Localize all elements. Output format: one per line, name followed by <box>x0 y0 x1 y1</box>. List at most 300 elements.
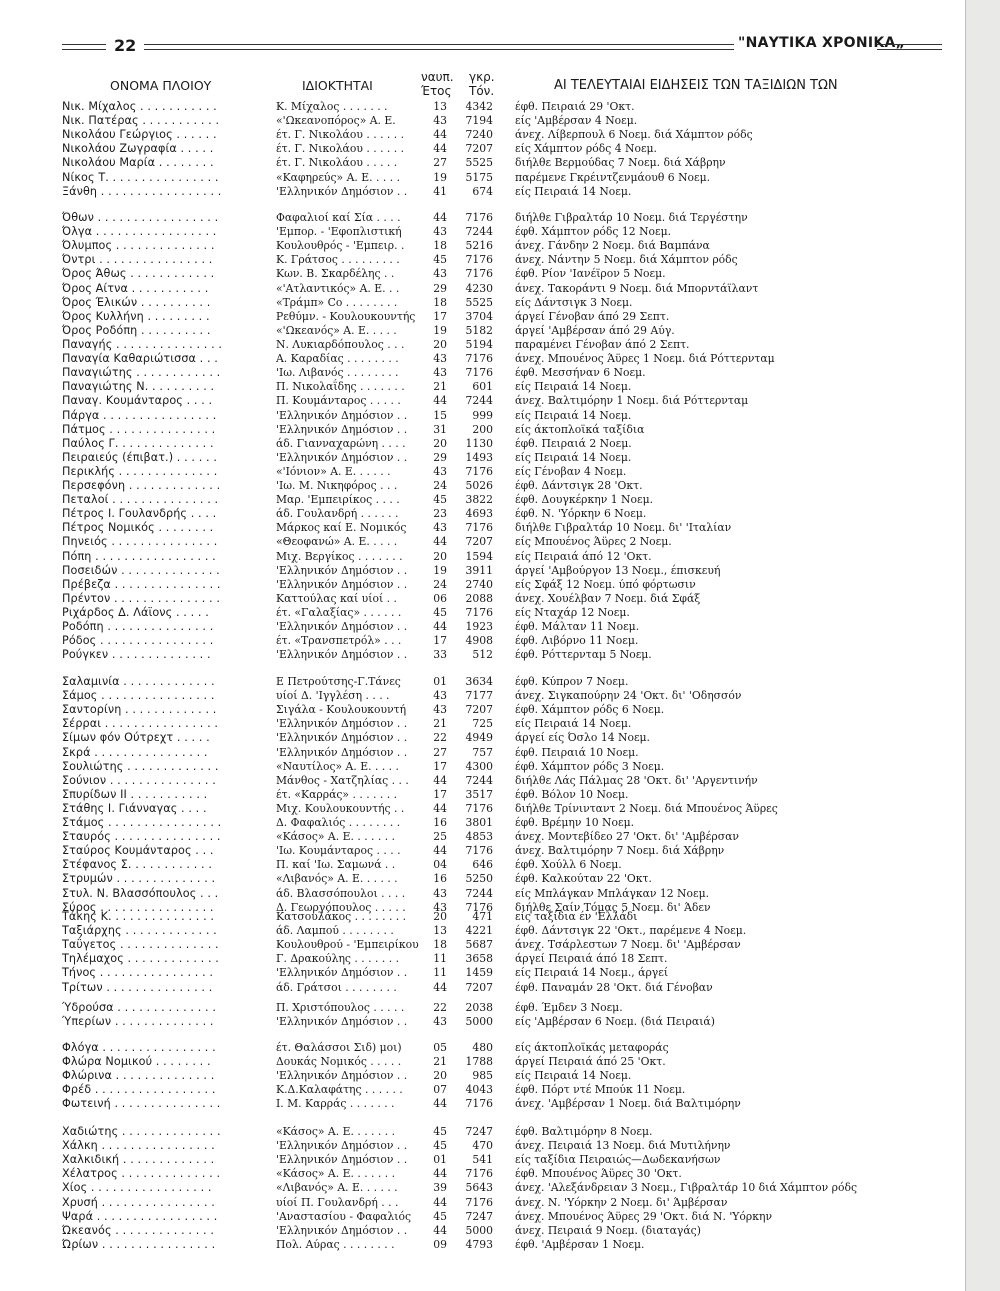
table-row <box>0 170 960 185</box>
voyage-news: είς ταξίδια Πειραιώς—Δωδεκανήσων <box>515 1153 721 1167</box>
build-year: 44 <box>433 801 447 815</box>
gross-tons: 3517 <box>465 787 493 801</box>
table-row <box>0 127 960 142</box>
ship-name: Περσεφόνη . . . . . . . . . . . . . <box>62 479 221 492</box>
build-year: 20 <box>433 338 447 351</box>
build-year: 17 <box>433 309 447 323</box>
table-row <box>0 1068 960 1083</box>
gross-tons: 7176 <box>465 211 493 224</box>
table-row <box>0 351 960 366</box>
ship-owner: Μάνθος - Χατζηλίας . . . <box>276 773 409 787</box>
ship-name: Νίκος Τ. . . . . . . . . . . . . . . . <box>62 170 219 184</box>
gross-tons: 1594 <box>465 549 493 563</box>
ship-owner: 'Ελληνικόν Δημόσιον . . <box>276 648 408 662</box>
ship-owner: Κ.Δ.Καλαφάτης . . . . . . <box>276 1083 403 1097</box>
ship-owner: Μιχ. Κουλουκουντής . . <box>276 801 405 815</box>
table-row <box>0 980 960 995</box>
build-year: 20 <box>433 549 447 563</box>
voyage-news: είς 'Αμβέρσαν 4 Νοεμ. <box>515 114 638 128</box>
table-row <box>0 871 960 886</box>
ship-name: Χρυσή . . . . . . . . . . . . . . . . <box>62 1195 215 1209</box>
ship-owner: Κουλουθρός - 'Εμπειρ. . <box>276 239 405 253</box>
table-row <box>0 379 960 394</box>
build-year: 43 <box>433 352 447 366</box>
table-row <box>0 99 960 114</box>
ship-owner: έτ. Θαλάσσοι Σιδ) μοι) <box>276 1041 402 1054</box>
voyage-news: είς Δάντσιγκ 3 Νοεμ. <box>515 295 633 309</box>
table-row <box>0 745 960 760</box>
voyage-news: έφθ. Έμδεν 3 Νοεμ. <box>515 1001 623 1014</box>
gross-tons: 4230 <box>465 281 493 295</box>
publication-title: "ΝΑΥΤΙΚΑ ΧΡΟΝΙΚΑ„ <box>738 35 906 51</box>
ship-owner: 'Ελληνικόν Δημόσιον . . <box>276 1139 408 1153</box>
voyage-news: έφθ. Ρόττερνταμ 5 Νοεμ. <box>515 648 652 662</box>
ship-name: Σουλιώτης . . . . . . . . . . . . . <box>62 759 219 773</box>
table-row <box>0 1237 960 1252</box>
gross-tons: 5182 <box>465 323 493 337</box>
voyage-news: είς Πειραιά 14 Νοεμ. <box>515 1069 632 1083</box>
page-header <box>62 34 942 60</box>
voyage-news: έφθ. Δάντσιγκ 28 'Οκτ. <box>515 479 643 492</box>
ship-owner: Κατσουλάκος . . . . . . . . <box>276 910 407 923</box>
table-row <box>0 520 960 535</box>
ship-owner: 'Ιω. Μ. Νικηφόρος . . . <box>276 479 398 492</box>
ship-name: Στέφανος Σ. . . . . . . . . . . . <box>62 858 212 872</box>
gross-tons: 7176 <box>465 801 493 815</box>
build-year: 43 <box>433 267 447 281</box>
voyage-news: έφθ. Χάμπτον ρόδς 3 Νοεμ. <box>515 759 665 773</box>
ship-owner: 'Ελληνικόν Δημόσιον . . <box>276 408 408 422</box>
ship-name: Νικολάου Μαρία . . . . . . . . <box>62 156 214 170</box>
voyage-news: είς Πειραιά άπό 12 'Οκτ. <box>515 549 652 563</box>
ship-owner: Κων. Β. Σκαρδέλης . . <box>276 267 395 281</box>
table-row <box>0 422 960 437</box>
table-row <box>0 295 960 310</box>
table-row <box>0 688 960 703</box>
column-header-ship-name: ΟΝΟΜΑ ΠΛΟΙΟΥ <box>110 78 212 93</box>
voyage-news: έφθ. Μπουένος Άϋρες 30 'Οκτ. <box>515 1167 682 1181</box>
voyage-news: διήλθε Σαίν Τόμας 5 Νοεμ. δι' Άδεν <box>515 900 711 914</box>
ship-name: Νικολάου Ζωγραφία . . . . . <box>62 142 214 156</box>
gross-tons: 4908 <box>465 634 493 648</box>
build-year: 43 <box>433 225 447 239</box>
table-row <box>0 937 960 952</box>
ship-name: Σταύρος Κουμάνταρος . . . <box>62 844 214 858</box>
voyage-news: άνεχ. Βαλτιμόρην 7 Νοεμ. διά Χάβρην <box>515 844 725 858</box>
voyage-news: άνεχ. Γάνδην 2 Νοεμ. διά Βαμπάνα <box>515 239 710 253</box>
voyage-news: είς Μπλάγκαν Μπλάγκαν 12 Νοεμ. <box>515 886 710 900</box>
gross-tons: 541 <box>472 1153 493 1167</box>
ship-owner: Ρεθύμν. - Κουλουκουντής <box>276 309 416 323</box>
build-year: 43 <box>433 114 447 128</box>
ship-name: Τήνος . . . . . . . . . . . . . . . . <box>62 966 214 980</box>
gross-tons: 7247 <box>465 1209 493 1223</box>
gross-tons: 7207 <box>465 980 493 994</box>
ship-owner: Π. Κουμάνταρος . . . . . <box>276 394 401 408</box>
gross-tons: 4043 <box>465 1083 493 1097</box>
table-row <box>0 1054 960 1069</box>
build-year: 33 <box>433 648 447 662</box>
ship-owner: 'Αναστασίου - Φαφαλιός <box>276 1209 412 1223</box>
build-year: 43 <box>433 703 447 717</box>
ship-owner: 'Ελληνικόν Δημόσιον . . <box>276 717 408 731</box>
ship-owner: Κουλουθρού - 'Εμπειρίκου <box>276 938 419 952</box>
gross-tons: 7176 <box>465 1167 493 1181</box>
voyage-news: έφθ. Βόλον 10 Νοεμ. <box>515 787 629 801</box>
table-row <box>0 563 960 578</box>
build-year: 44 <box>433 620 447 634</box>
table-row <box>0 464 960 479</box>
voyage-news: έφθ. Ρίον 'Ιανέϊρον 5 Νοεμ. <box>515 267 666 281</box>
ship-name: Φλόγα . . . . . . . . . . . . . . . . <box>62 1041 216 1054</box>
voyage-news: άνεχ. Ν. 'Υόρκην 2 Νοεμ. δι' Άμβέρσαν <box>515 1195 728 1209</box>
gross-tons: 1459 <box>465 966 493 980</box>
ship-owner: έτ. «Καρράς» . . . . . . . <box>276 787 398 801</box>
gross-tons: 470 <box>472 1139 493 1153</box>
ship-name: Περικλής . . . . . . . . . . . . . . <box>62 464 218 478</box>
voyage-news: έφθ. Μεσσήναν 6 Νοεμ. <box>515 366 646 380</box>
gross-tons: 3704 <box>465 309 493 323</box>
table-row <box>0 1209 960 1224</box>
ship-name: Πηνειός . . . . . . . . . . . . . . . <box>62 535 218 549</box>
ship-owner: Μιχ. Βεργίκος . . . . . . . <box>276 549 403 563</box>
build-year: 11 <box>433 952 447 966</box>
table-row <box>0 605 960 620</box>
build-year: 13 <box>433 924 447 938</box>
ship-name: Πειραιεύς (έπιβατ.) . . . . . . <box>62 450 218 464</box>
table-row <box>0 478 960 493</box>
gross-tons: 4949 <box>465 731 493 745</box>
gross-tons: 7176 <box>465 521 493 535</box>
ship-name: Τηλέμαχος . . . . . . . . . . . . . <box>62 952 219 966</box>
table-row <box>0 923 960 938</box>
gross-tons: 480 <box>472 1041 493 1054</box>
gross-tons: 5194 <box>465 338 493 351</box>
voyage-news: άνεχ. 'Αλεξάνδρειαν 3 Νοεμ., Γιβραλτάρ 10 διά Χάμπτον ρόδς <box>515 1181 858 1195</box>
build-year: 21 <box>433 717 447 731</box>
table-row <box>0 238 960 253</box>
ship-owner: Α. Καραδίας . . . . . . . . <box>276 352 399 366</box>
build-year: 20 <box>433 910 447 923</box>
gross-tons: 5250 <box>465 872 493 886</box>
table-row <box>0 886 960 901</box>
gross-tons: 3801 <box>465 816 493 829</box>
ship-owner: Ι. Μ. Καρράς . . . . . . . <box>276 1097 395 1111</box>
ship-name: Όρος Έλικών . . . . . . . . . . <box>62 295 211 309</box>
gross-tons: 7176 <box>465 606 493 619</box>
ship-owner: Ν. Λυκιαρδόπουλος . . . <box>276 338 405 351</box>
build-year: 45 <box>433 253 447 267</box>
table-row <box>0 436 960 451</box>
table-row <box>0 549 960 564</box>
gross-tons: 1788 <box>465 1055 493 1069</box>
gross-tons: 7176 <box>465 464 493 478</box>
voyage-news: άνεχ. Πειραιά 9 Νοεμ. (διαταγάς) <box>515 1223 701 1237</box>
ship-owner: 'Ιω. Κουμάνταρος . . . . <box>276 844 401 858</box>
ship-owner: 'Ελληνικόν Δημόσιον . . <box>276 450 408 464</box>
build-year: 22 <box>433 1001 447 1014</box>
table-row <box>0 337 960 352</box>
table-row <box>0 365 960 380</box>
ship-owner: άδ. Γουλανδρή . . . . . . <box>276 507 399 521</box>
table-row <box>0 1040 960 1055</box>
build-year: 04 <box>433 858 447 872</box>
ship-owner: Φαφαλιοί καί Σία . . . . <box>276 211 401 224</box>
table-row <box>0 674 960 689</box>
ship-name: Φρέδ . . . . . . . . . . . . . . . . . <box>62 1083 216 1097</box>
ship-name: Πόπη . . . . . . . . . . . . . . . . . <box>62 549 216 563</box>
gross-tons: 3658 <box>465 952 493 966</box>
ship-owner: Π. Νικολαΐδης . . . . . . . <box>276 380 405 394</box>
voyage-news: είς Πειραιά 14 Νοεμ. <box>515 450 632 464</box>
voyage-news: έφθ. Λιβόρνο 11 Νοεμ. <box>515 634 639 648</box>
gross-tons: 4300 <box>465 759 493 773</box>
voyage-news: έφθ. 'Αμβέρσαν 1 Νοεμ. <box>515 1237 645 1251</box>
voyage-news: έφθ. Πειραιά 2 Νοεμ. <box>515 436 632 450</box>
gross-tons: 4342 <box>465 100 493 113</box>
build-year: 44 <box>433 1167 447 1181</box>
ship-owner: Μαρ. 'Εμπειρίκος . . . . <box>276 493 400 507</box>
gross-tons: 7194 <box>465 114 493 128</box>
build-year: 44 <box>433 844 447 858</box>
voyage-news: έφθ. Δουγκέρκην 1 Νοεμ. <box>515 493 654 507</box>
ship-owner: «Τράμπ» Co . . . . . . . . <box>276 295 398 309</box>
table-row <box>0 909 960 924</box>
table-row <box>0 716 960 731</box>
ship-name: Πεταλοί . . . . . . . . . . . . . . . <box>62 493 219 507</box>
table-row <box>0 591 960 606</box>
page-number: 22 <box>114 36 137 55</box>
gross-tons: 3911 <box>465 563 493 577</box>
ship-name: Όρος Ροδόπη . . . . . . . . . . <box>62 323 211 337</box>
table-row <box>0 1223 960 1238</box>
ship-owner: 'Ελληνικόν Δημόσιον . . <box>276 745 408 759</box>
ship-name: Όρος Αίτνα . . . . . . . . . . . <box>62 281 209 295</box>
voyage-news: άνεχ. 'Αμβέρσαν 1 Νοεμ. διά Βαλτιμόρην <box>515 1097 741 1111</box>
table-row <box>0 309 960 324</box>
ship-owner: υίοί Δ. 'Ιγγλέση . . . . <box>276 689 390 703</box>
table-row <box>0 633 960 648</box>
voyage-news: διήλθε Βερμούδας 7 Νοεμ. διά Χάβρην <box>515 156 726 170</box>
ship-owner: Δ. Γεωργόπουλος . . . . . <box>276 900 406 914</box>
build-year: 44 <box>433 535 447 549</box>
ship-name: Στρυμών . . . . . . . . . . . . . . <box>62 872 216 886</box>
gross-tons: 7207 <box>465 535 493 549</box>
ship-name: Ρούγκεν . . . . . . . . . . . . . . <box>62 648 211 662</box>
table-row <box>0 492 960 507</box>
ship-name: Τρίτων . . . . . . . . . . . . . . . <box>62 980 213 994</box>
build-year: 43 <box>433 521 447 535</box>
page-edge <box>966 0 1000 1291</box>
gross-tons: 2038 <box>465 1001 493 1014</box>
table-row <box>0 1138 960 1153</box>
gross-tons: 7207 <box>465 703 493 717</box>
ship-name: Παναγιώτης . . . . . . . . . . . . <box>62 366 221 380</box>
ship-owner: 'Ελληνικόν Δημόσιον . . <box>276 1223 408 1237</box>
build-year: 19 <box>433 563 447 577</box>
gross-tons: 5643 <box>465 1181 493 1195</box>
ship-owner: 'Ελληνικόν Δημόσιον . . <box>276 731 408 745</box>
ship-name: Όρος Κυλλήνη . . . . . . . . . <box>62 309 210 323</box>
gross-tons: 2740 <box>465 577 493 591</box>
voyage-news: έφθ. Χάμπτον ρόδς 12 Νοεμ. <box>515 225 672 239</box>
table-row <box>0 266 960 281</box>
table-row <box>0 141 960 156</box>
build-year: 13 <box>433 100 447 113</box>
table-row <box>0 702 960 717</box>
gross-tons: 7176 <box>465 844 493 858</box>
voyage-news: άνεχ. Πειραιά 13 Νοεμ. διά Μυτιλήνην <box>515 1139 731 1153</box>
gross-tons: 5000 <box>465 1223 493 1237</box>
header-rule-right <box>877 44 942 50</box>
gross-tons: 674 <box>472 184 493 198</box>
voyage-news: έφθ. Κύπρον 7 Νοεμ. <box>515 675 629 688</box>
table-row <box>0 210 960 225</box>
build-year: 24 <box>433 577 447 591</box>
voyage-news: διήλθε Γιβραλτάρ 10 Νοεμ. διά Τεργέστην <box>515 211 748 224</box>
voyage-news: έφθ. Βρέμην 10 Νοεμ. <box>515 816 635 829</box>
build-year: 43 <box>433 464 447 478</box>
ship-name: Πάργα . . . . . . . . . . . . . . . . <box>62 408 217 422</box>
build-year: 11 <box>433 966 447 980</box>
gross-tons: 5525 <box>465 156 493 170</box>
table-row <box>0 393 960 408</box>
ship-name: Παναγ. Κουμάνταρος . . . . <box>62 394 213 408</box>
voyage-news: άργεί Πειραιά άπό 25 'Οκτ. <box>515 1055 666 1069</box>
ship-owner: 'Ελληνικόν Δημόσιον . . <box>276 966 408 980</box>
build-year: 44 <box>433 394 447 408</box>
voyage-news: άνεχ. Χουέλβαν 7 Νοεμ. διά Σφάξ <box>515 591 701 605</box>
gross-tons: 7176 <box>465 352 493 366</box>
build-year: 44 <box>433 773 447 787</box>
build-year: 25 <box>433 830 447 844</box>
voyage-news: διήλθε Λάς Πάλμας 28 'Οκτ. δι' 'Αργεντινήν <box>515 773 758 787</box>
ship-name: Ώκεανός . . . . . . . . . . . . . . <box>62 1223 214 1237</box>
ship-name: Ψαρά . . . . . . . . . . . . . . . . . <box>62 1209 218 1223</box>
voyage-news: έφθ. Χούλλ 6 Νοεμ. <box>515 858 622 872</box>
gross-tons: 5026 <box>465 479 493 492</box>
voyage-news: έφθ. Πόρτ ντέ Μπούκ 11 Νοεμ. <box>515 1083 686 1097</box>
voyage-news: είς Πειραιά 14 Νοεμ. <box>515 408 632 422</box>
build-year: 01 <box>433 1153 447 1167</box>
table-row <box>0 965 960 980</box>
ship-name: Φλώρα Νομικού . . . . . . . . <box>62 1055 211 1069</box>
build-year: 17 <box>433 787 447 801</box>
voyage-news: άνεχ. Μπουένος Άϋρες 29 'Οκτ. διά Ν. 'Υόρκην <box>515 1209 773 1223</box>
gross-tons: 999 <box>472 408 493 422</box>
voyage-news: έφθ. Πειραιά 10 Νοεμ. <box>515 745 639 759</box>
ship-name: Χίος . . . . . . . . . . . . . . . . . <box>62 1181 212 1195</box>
build-year: 29 <box>433 281 447 295</box>
build-year: 43 <box>433 1015 447 1029</box>
build-year: 43 <box>433 689 447 703</box>
gross-tons: 5216 <box>465 239 493 253</box>
ship-name: Ύδρούσα . . . . . . . . . . . . . . <box>62 1001 217 1014</box>
build-year: 21 <box>433 1055 447 1069</box>
voyage-news: παρέμενε Γκρέιντζενμάουθ 6 Νοεμ. <box>515 170 711 184</box>
build-year: 18 <box>433 938 447 952</box>
gross-tons: 3822 <box>465 493 493 507</box>
ship-owner: άδ. Γιανναχαρώνη . . . . <box>276 436 406 450</box>
build-year: 23 <box>433 507 447 521</box>
table-row <box>0 252 960 267</box>
table-row <box>0 843 960 858</box>
ship-name: Ρόδος . . . . . . . . . . . . . . . . <box>62 634 214 648</box>
ship-name: Ροδόπη . . . . . . . . . . . . . . . <box>62 620 214 634</box>
gross-tons: 7207 <box>465 142 493 156</box>
gross-tons: 7247 <box>465 1125 493 1138</box>
ship-owner: «'Ωκεανός» Α. Ε. . . . . <box>276 323 397 337</box>
voyage-news: είς Πειραιά 14 Νοεμ. <box>515 184 632 198</box>
ship-name: Πάτμος . . . . . . . . . . . . . . . <box>62 422 216 436</box>
ship-owner: «Θεοφανώ» Α. Ε. . . . . <box>276 535 398 549</box>
voyage-news: έφθ. Παναμάν 28 'Οκτ. διά Γένοβαν <box>515 980 713 994</box>
ship-owner: άδ. Βλασσόπουλοι . . . . <box>276 886 406 900</box>
voyage-news: άνεχ. Μοντεβίδεο 27 'Οκτ. δι' 'Αμβέρσαν <box>515 830 739 844</box>
ship-name: Νικ. Πατέρας . . . . . . . . . . . <box>62 114 220 128</box>
build-year: 44 <box>433 1223 447 1237</box>
build-year: 43 <box>433 366 447 380</box>
voyage-news: άργεί 'Αμβέρσαν άπό 29 Αύγ. <box>515 323 675 337</box>
voyage-news: άργεί Πειραιά άπό 18 Σεπτ. <box>515 952 668 966</box>
ship-owner: Ε Πετρούτσης-Γ.Τάνες <box>276 675 401 688</box>
column-header-news: ΑΙ ΤΕΛΕΥΤΑΙΑΙ ΕΙΔΗΣΕΙΣ ΤΩΝ ΤΑΞΙΔΙΩΝ ΤΩΝ <box>554 78 838 93</box>
ship-name: Σέρραι . . . . . . . . . . . . . . . . <box>62 717 219 731</box>
voyage-news: διήλθε Τρίνινταντ 2 Νοεμ. διά Μπουένος Άϋρες <box>515 801 778 815</box>
build-year: 16 <box>433 816 447 829</box>
gross-tons: 7176 <box>465 366 493 380</box>
table-row <box>0 534 960 549</box>
voyage-news: είς 'Αμβέρσαν 6 Νοεμ. (διά Πειραιά) <box>515 1015 715 1029</box>
ship-name: Χαλκιδική . . . . . . . . . . . . . <box>62 1153 215 1167</box>
header-rule-middle <box>144 44 734 50</box>
voyage-news: είς ταξίδια έν 'Ελλάδι <box>515 910 638 923</box>
gross-tons: 5525 <box>465 295 493 309</box>
gross-tons: 7176 <box>465 267 493 281</box>
table-row <box>0 577 960 592</box>
ship-name: Σίμων φόν Ούτρεχτ . . . . . <box>62 731 210 745</box>
gross-tons: 3634 <box>465 675 493 688</box>
build-year: 44 <box>433 1195 447 1209</box>
gross-tons: 646 <box>472 858 493 872</box>
table-row <box>0 815 960 830</box>
table-row <box>0 1180 960 1195</box>
gross-tons: 471 <box>472 910 493 923</box>
gross-tons: 7244 <box>465 886 493 900</box>
table-row <box>0 951 960 966</box>
ship-owner: 'Ιω. Λιβανός . . . . . . . . <box>276 366 399 380</box>
table-row <box>0 408 960 423</box>
table-row <box>0 1014 960 1029</box>
ship-name: Φωτεινή . . . . . . . . . . . . . . . <box>62 1097 221 1111</box>
ship-owner: Κ. Γράτσος . . . . . . . . . <box>276 253 400 267</box>
ship-owner: 'Ελληνικόν Δημόσιον . . <box>276 563 408 577</box>
voyage-news: άργεί Γένοβαν άπό 29 Σεπτ. <box>515 309 670 323</box>
build-year: 01 <box>433 675 447 688</box>
column-header-tons-top: γκρ. <box>469 70 495 84</box>
gross-tons: 725 <box>472 717 493 731</box>
build-year: 43 <box>433 886 447 900</box>
voyage-news: έφθ. Καλκούταν 22 'Οκτ. <box>515 872 652 886</box>
table-row <box>0 1152 960 1167</box>
ship-owner: «Κάσος» Α. Ε. . . . . . . <box>276 1167 396 1181</box>
header-rule-left <box>62 44 106 50</box>
build-year: 22 <box>433 731 447 745</box>
ship-name: Πρέντον . . . . . . . . . . . . . . . <box>62 591 221 605</box>
ship-name: Στυλ. Ν. Βλασσόπουλος . . . <box>62 886 219 900</box>
voyage-news: άργεί 'Αμβούργον 13 Νοεμ., έπισκευή <box>515 563 721 577</box>
table-row <box>0 1096 960 1111</box>
